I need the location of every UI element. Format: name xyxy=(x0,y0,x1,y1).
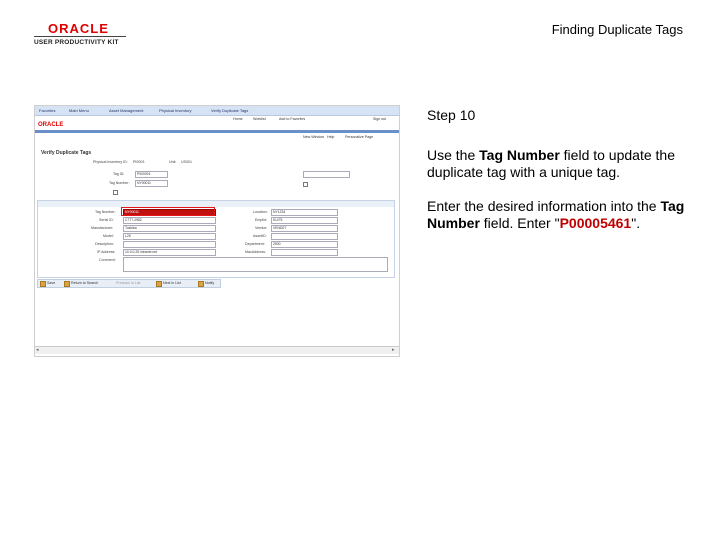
tag-number-label: Tag Number: xyxy=(95,210,116,214)
location-label: Location: xyxy=(253,210,268,214)
nav-item[interactable]: Main Menu xyxy=(69,108,89,113)
ip-address-field[interactable]: 10.0.0.25 intranet.net xyxy=(123,249,216,256)
manufacturer-label: Manufacturer: xyxy=(91,226,114,230)
page-link[interactable]: Help xyxy=(327,135,335,139)
mac-address-label: MacAddress: xyxy=(245,250,266,254)
p1-text-end: field to update the duplicate tag with a unique tag. xyxy=(427,147,675,180)
physical-inventory-id-value: PI0003 xyxy=(133,160,145,164)
oracle-upk-logo xyxy=(34,22,134,46)
department-field[interactable]: 2500 xyxy=(271,241,338,248)
tag-number-filter-label: Tag Number: xyxy=(109,181,130,185)
logo-product: USER PRODUCTIVITY KIT xyxy=(34,39,119,46)
mac-address-field[interactable] xyxy=(271,249,338,256)
document-title: Finding Duplicate Tags xyxy=(551,22,683,37)
emplid-field[interactable]: KU/75 xyxy=(271,217,338,224)
application-screenshot xyxy=(34,105,400,357)
top-link[interactable]: Sign out xyxy=(373,117,387,121)
vendor-label: Vendor: xyxy=(255,226,268,230)
scroll-left-icon[interactable]: ◂ xyxy=(36,347,39,353)
asset-id-label: AssetID: xyxy=(253,234,267,238)
previous-in-list-button[interactable]: Previous in List xyxy=(116,281,141,285)
page-link[interactable]: New Window xyxy=(303,135,324,139)
description-label: Description: xyxy=(95,242,114,246)
review-checkbox[interactable] xyxy=(303,182,308,187)
top-link[interactable]: Add to Favorites xyxy=(279,117,306,121)
unit-label: Unit: xyxy=(169,160,177,164)
return-to-search-button[interactable]: Return to Search xyxy=(71,281,99,285)
serial-id-field[interactable]: C777-2982 xyxy=(123,217,216,224)
save-icon xyxy=(40,281,46,287)
comment-field[interactable] xyxy=(123,257,388,272)
logo-divider xyxy=(34,36,126,37)
unit-value: US001 xyxy=(181,160,192,164)
instruction-paragraph-2 xyxy=(427,198,697,232)
instruction-paragraph-1 xyxy=(427,147,697,181)
nav-item[interactable]: Asset Management xyxy=(109,108,144,113)
breadcrumb-nav xyxy=(35,106,399,116)
brand-bar xyxy=(35,116,399,130)
p1-text: Use the xyxy=(427,147,480,163)
nav-item[interactable]: Verify Duplicate Tags xyxy=(211,108,249,113)
serial-id-label: Serial ID: xyxy=(99,218,114,222)
p1-field-name: Tag Number xyxy=(479,147,560,163)
next-icon xyxy=(156,281,162,287)
horizontal-scrollbar[interactable] xyxy=(35,346,399,354)
nav-item[interactable]: Favorites xyxy=(39,108,56,113)
p2-text-end: ". xyxy=(631,215,641,231)
p2-field-name: Tag Number xyxy=(427,198,685,231)
nav-item[interactable]: Physical Inventory xyxy=(159,108,192,113)
step-number: Step 10 xyxy=(427,107,476,123)
vendor-field[interactable]: VEND07 xyxy=(271,225,338,232)
manufacturer-field[interactable]: Toshiba xyxy=(123,225,216,232)
section-header xyxy=(38,201,394,207)
model-label: Model: xyxy=(103,234,114,238)
tag-id-field[interactable]: P000001 xyxy=(135,171,168,178)
top-link[interactable]: Home xyxy=(233,117,243,121)
header-stripe xyxy=(35,130,399,133)
model-field[interactable]: L25 xyxy=(123,233,216,240)
save-button[interactable]: Save xyxy=(47,281,56,285)
return-icon xyxy=(64,281,70,287)
p2-text: Enter the desired information into the xyxy=(427,198,661,214)
tag-number-highlight xyxy=(121,207,215,216)
filter-checkbox[interactable] xyxy=(113,190,118,195)
page-title: Verify Duplicate Tags xyxy=(41,150,92,156)
logo-brand: ORACLE xyxy=(48,21,109,36)
tag-id-label: Tag ID: xyxy=(113,172,125,176)
asset-id-field[interactable] xyxy=(271,233,338,240)
p2-text-mid: field. Enter " xyxy=(479,215,560,231)
department-label: Department: xyxy=(245,242,265,246)
location-field[interactable]: NY1234 xyxy=(271,209,338,216)
comment-label: Comment: xyxy=(99,258,116,262)
tag-number-filter-field[interactable]: NY00011 xyxy=(135,180,168,187)
scroll-right-icon[interactable]: ▸ xyxy=(392,347,395,353)
page-link[interactable]: Personalize Page xyxy=(345,135,374,139)
page-toolbar xyxy=(37,279,221,288)
notify-icon xyxy=(198,281,204,287)
next-in-list-button[interactable]: Next in List xyxy=(163,281,181,285)
emplid-label: Emplid: xyxy=(255,218,267,222)
tag-number-field[interactable]: NY00011 xyxy=(123,209,216,216)
notify-button[interactable]: Notify xyxy=(205,281,215,285)
p2-entry-value: P00005461 xyxy=(559,215,632,231)
physical-inventory-id-label: Physical Inventory ID: xyxy=(93,160,128,164)
app-brand: ORACLE xyxy=(38,122,64,128)
status-dropdown[interactable] xyxy=(303,171,350,178)
ip-address-label: IP Address: xyxy=(97,250,116,254)
top-link[interactable]: Worklist xyxy=(253,117,266,121)
description-field[interactable] xyxy=(123,241,216,248)
